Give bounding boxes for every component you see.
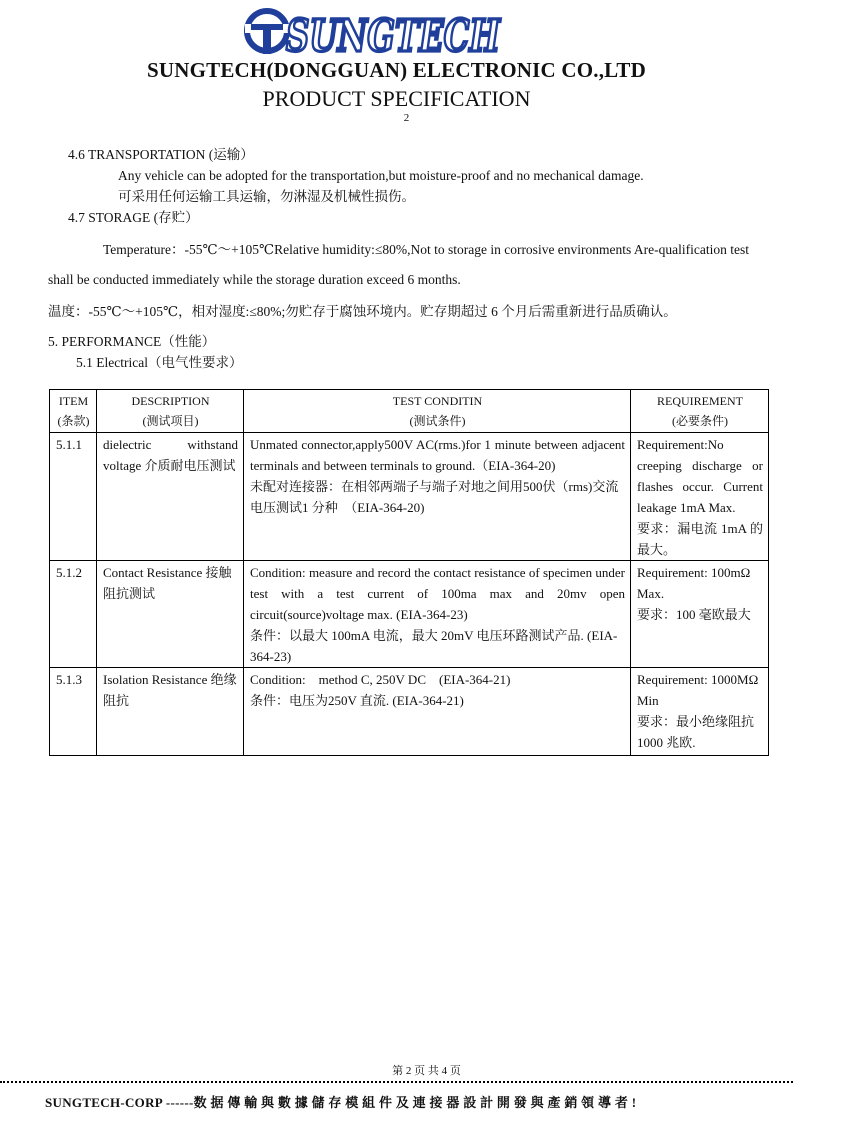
- test-condition-cn: 条件：电压为250V 直流. (EIA-364-21): [250, 693, 464, 708]
- row-test-condition: [244, 668, 631, 756]
- transport-text-cn: 可采用任何运输工具运输，勿淋湿及机械性损伤。: [118, 189, 415, 204]
- requirement-cn: 要求：最小绝缘阻抗 1000 兆欧.: [637, 714, 755, 750]
- company-name: SUNGTECH(DONGGUAN) ELECTRONIC CO.,LTD: [146, 58, 647, 82]
- test-condition-cn: 条件：以最大 100mA 电流，最大 20mV 电压环路测试产品. (EIA-364-23): [250, 628, 618, 664]
- row-requirement: [631, 668, 769, 756]
- row-description: dielectric withstand voltage 介质耐电压测试: [97, 433, 244, 561]
- page-counter: 第 2 页 共 4 页: [392, 1065, 461, 1077]
- row-requirement: [631, 433, 769, 561]
- transport-text-en: Any vehicle can be adopted for the transportation,but moisture-proof and no mechanical damage.: [118, 168, 644, 183]
- sungtech-emblem-icon: [245, 11, 289, 54]
- test-condition-cn: 未配对连接器：在相邻两端子与端子对地之间用500伏（rms)交流电压测试1 分种 （EIA-364-20): [250, 479, 619, 515]
- storage-line-1: Temperature：-55℃～+105℃Relative humidity:≤80%,Not to storage in corrosive environments Are-qualification test: [103, 242, 750, 257]
- electrical-spec-table: [49, 389, 769, 756]
- sungtech-logo: [242, 4, 507, 62]
- row-item: 5.1.1: [50, 433, 97, 561]
- header-test-condition: TEST CONDITIN (测试条件): [244, 390, 631, 433]
- row-item: 5.1.2: [50, 561, 97, 668]
- section-4-7-heading: 4.7 STORAGE (存贮）: [68, 210, 199, 225]
- row-test-condition: [244, 433, 631, 561]
- requirement-cn: 要求：100 毫欧最大: [637, 607, 751, 622]
- table-row: [50, 561, 769, 668]
- document-title: PRODUCT SPECIFICATION: [262, 86, 531, 111]
- logo-wordmark: SUNGTECH: [286, 11, 502, 62]
- requirement-en: Requirement: 100mΩ Max.: [637, 565, 751, 601]
- header-requirement: REQUIREMENT (必要条件): [631, 390, 769, 433]
- footer-divider: [0, 1081, 793, 1083]
- test-condition-en: Condition: measure and record the contact resistance of specimen under test with a test current of 100ma max and 20mv open circuit(source)voltage max. (EIA-364-23): [250, 565, 625, 622]
- row-description: Contact Resistance 接触阻抗测试: [97, 561, 244, 668]
- section-4-6-heading: 4.6 TRANSPORTATION (运输）: [68, 147, 254, 162]
- requirement-en: Requirement: 1000MΩ Min: [637, 672, 759, 708]
- storage-line-2: shall be conducted immediately while the storage duration exceed 6 months.: [48, 272, 461, 287]
- test-condition-en: Unmated connector,apply500V AC(rms.)for 1 minute between adjacent terminals and between terminals to ground.（EIA-364-20): [250, 437, 625, 473]
- requirement-en: Requirement:No creeping discharge or flashes occur. Current leakage 1mA Max.: [637, 437, 763, 515]
- requirement-cn: 要求：漏电流 1mA 的最大。: [637, 521, 763, 557]
- footer-corp-slogan: SUNGTECH-CORP ------数 据 傳 輸 與 數 據 儲 存 模 組 件 及 連 接 器 設 計 開 發 與 產 銷 領 導 者 !: [45, 1095, 637, 1110]
- table-row: [50, 668, 769, 756]
- section-5-heading: 5. PERFORMANCE（性能）: [48, 334, 216, 349]
- row-description: Isolation Resistance 绝缘阻抗: [97, 668, 244, 756]
- table-row: [50, 433, 769, 561]
- header-item: ITEM (条款): [50, 390, 97, 433]
- page-number-top: 2: [403, 112, 410, 124]
- storage-line-cn: 温度：-55℃～+105℃，相对湿度:≤80%;勿贮存于腐蚀环境内。贮存期超过 6 个月后需重新进行品质确认。: [48, 304, 677, 319]
- row-test-condition: [244, 561, 631, 668]
- header-description: DESCRIPTION (测试项目): [97, 390, 244, 433]
- table-header-row: [50, 390, 769, 433]
- row-requirement: [631, 561, 769, 668]
- row-item: 5.1.3: [50, 668, 97, 756]
- test-condition-en: Condition: method C, 250V DC (EIA-364-21): [250, 672, 511, 687]
- section-5-1-heading: 5.1 Electrical（电气性要求）: [76, 355, 243, 370]
